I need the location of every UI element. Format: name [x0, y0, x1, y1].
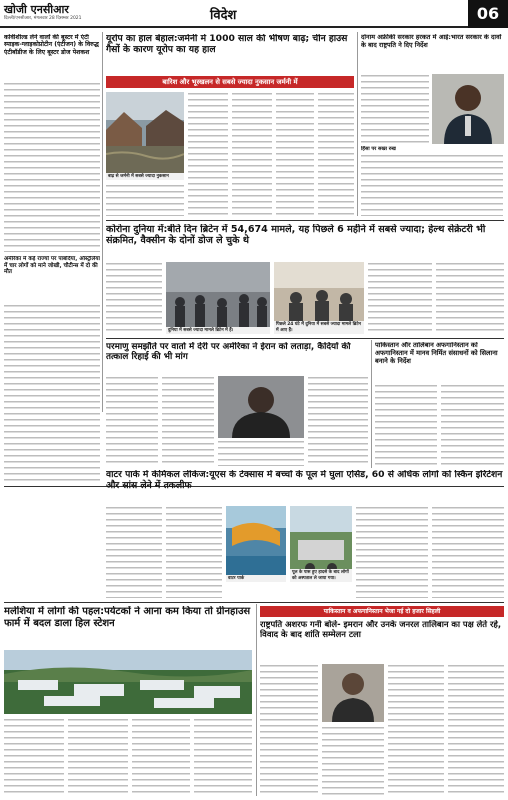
iran-photo	[218, 376, 304, 438]
article-3-col-1	[361, 74, 429, 144]
article-7-col-1	[375, 384, 437, 468]
crowd-photo-1	[166, 262, 270, 334]
newspaper-brand: खोजी एनसीआर	[4, 3, 69, 16]
column-divider	[371, 340, 372, 468]
article-10-col-4	[448, 664, 504, 796]
article-5-subhead: अमेरिका में कई राज्यों पर पाबंदियां, ऑस्ट्रेलिया में चार लोगों को माने जोखी, चौटीन्स में दो की मौत	[4, 256, 100, 276]
article-10-col-3	[388, 664, 444, 796]
article-2-col-1	[188, 92, 228, 216]
article-2-col-2	[232, 92, 272, 216]
article-10-headline: राष्ट्रपति अशरफ गनी बोले- इमरान और उनके जनरल तालिबान का पक्ष लेते रहे, विवाद के बाद शांति सम्मेलन टला	[260, 620, 502, 639]
crowd-caption-2: पिछले 24 घंटे में दुनिया में सबसे ज्यादा मामले ब्रिटेन में आए हैं।	[274, 321, 364, 334]
article-9-col-1	[4, 718, 64, 796]
article-2-col-3	[276, 92, 314, 216]
article-10-col-2	[322, 726, 384, 796]
article-3-col-2	[361, 154, 503, 216]
article-2-headline: यूरोप का हाल बेहाल:जर्मनी में 1000 साल की भीषण बाढ़; चीन हाउस गैसों के कारण यूरोप का यह हाल	[106, 34, 348, 55]
article-10-banner: पाकिस्तान व अफगानिस्तान भेजा गई दो हजार सिहली	[260, 606, 504, 617]
article-3-subhead: हिंसा पर सख्त रुख	[361, 146, 396, 152]
article-1-body	[4, 82, 100, 252]
separator	[4, 602, 504, 603]
article-9-col-4	[194, 718, 252, 796]
article-9-headline: मलेशिया में लोगों की पहल:पर्यटकों ने आना कम किया तो ग्रीनहाउस फार्म में बदल डाला हिल स्टेशन	[4, 606, 251, 629]
article-3-headline: दोनाम अफ्रीकी सरकार हरकत में आई:भारत सरकार के दावों के बाद राष्ट्रपति ने दिए निर्देश	[361, 34, 502, 49]
article-6-headline: परमाणु समझौते पर वार्ता में देरी पर अमेरिका ने ईरान को लताड़ा, कैदियों की तत्काल रिहाई की भी मांग	[106, 342, 351, 363]
page-number: 06	[468, 0, 508, 28]
article-2-col-4	[318, 92, 354, 216]
separator	[106, 338, 504, 339]
president-photo	[432, 74, 504, 144]
article-10-col-1	[260, 664, 318, 796]
article-7-headline: पाकिस्तान और तालिबान अफगानिस्तान को अफगानिस्तान में मानव निर्मित संसाधनों को सिलाना बनाने के निर्देश	[375, 342, 498, 365]
separator	[106, 220, 504, 221]
article-2-col-5	[106, 184, 184, 216]
waterpark-caption-1: वाटर पार्क	[226, 575, 286, 583]
article-6-col-3	[218, 440, 304, 466]
article-4-col-2	[368, 262, 432, 334]
edition-line: दिल्ली/एनसीआर, मंगलवार 28 दिसम्बर 2021	[4, 16, 82, 21]
article-4-headline: कोरोना दुनिया में:बीते दिन ब्रिटेन में 54,674 मामले, यह पिछले 6 महीने में सबसे ज्यादा; हेल्थ सेक्रेटरी भी संक्रमित, वैक्सीन के दोनों डोज ले चुके थे	[106, 224, 486, 247]
waterpark-photo-2	[290, 506, 352, 582]
article-1-headline: कोवीशील्ड लेने वालों की बूस्टर में एंटी स्पाइक-ग्लाइकोप्रोटीन (एंटीजन) के विरुद्ध एंटीबॉडीज के लिए बूस्टर डोज पेशकश	[4, 34, 99, 56]
article-8-col-4	[432, 506, 504, 598]
article-4-col-3	[436, 262, 504, 334]
article-6-col-1	[106, 376, 158, 466]
section-title: विदेश	[210, 8, 237, 23]
article-7-col-2	[441, 384, 504, 468]
greenhouse-photo	[4, 650, 252, 714]
article-9-col-3	[132, 718, 190, 796]
article-8-headline: वाटर पार्क में केमिकल लीकेज:यूएस के टेक्सास में बच्चों के पूल में घुला एसिड, 60 से अधिक लोगों को स्किन इरिटेशन और सांस लेने में तकलीफ	[106, 470, 503, 491]
masthead	[0, 0, 508, 28]
article-4-col-1	[106, 262, 162, 334]
ghani-photo	[322, 664, 384, 722]
column-divider	[102, 32, 103, 412]
waterpark-photo-1	[226, 506, 286, 582]
article-6-col-2	[162, 376, 214, 466]
flood-caption: बाढ़ से जर्मनी में सबसे ज्यादा नुकसान	[106, 173, 184, 181]
article-8-col-2	[166, 506, 222, 598]
waterpark-caption-2: पूल के पास हुए हादसे के बाद लोगों को अस्पताल ले जाया गया।	[290, 569, 352, 582]
article-2-banner: बारिश और भूस्खलन से सबसे ज्यादा नुकसान जर्मनी में	[106, 76, 354, 88]
crowd-photo-2	[274, 262, 364, 334]
article-8-col-3	[356, 506, 428, 598]
article-5-body	[4, 304, 100, 482]
column-divider	[256, 604, 257, 796]
article-6-col-4	[308, 376, 368, 466]
crowd-caption-1: दुनिया में सबसे ज्यादा मामले ब्रिटेन में हैं।	[166, 327, 270, 335]
flood-photo	[106, 92, 184, 180]
column-divider	[357, 32, 358, 216]
article-8-col-1	[106, 506, 162, 598]
article-9-col-2	[68, 718, 128, 796]
